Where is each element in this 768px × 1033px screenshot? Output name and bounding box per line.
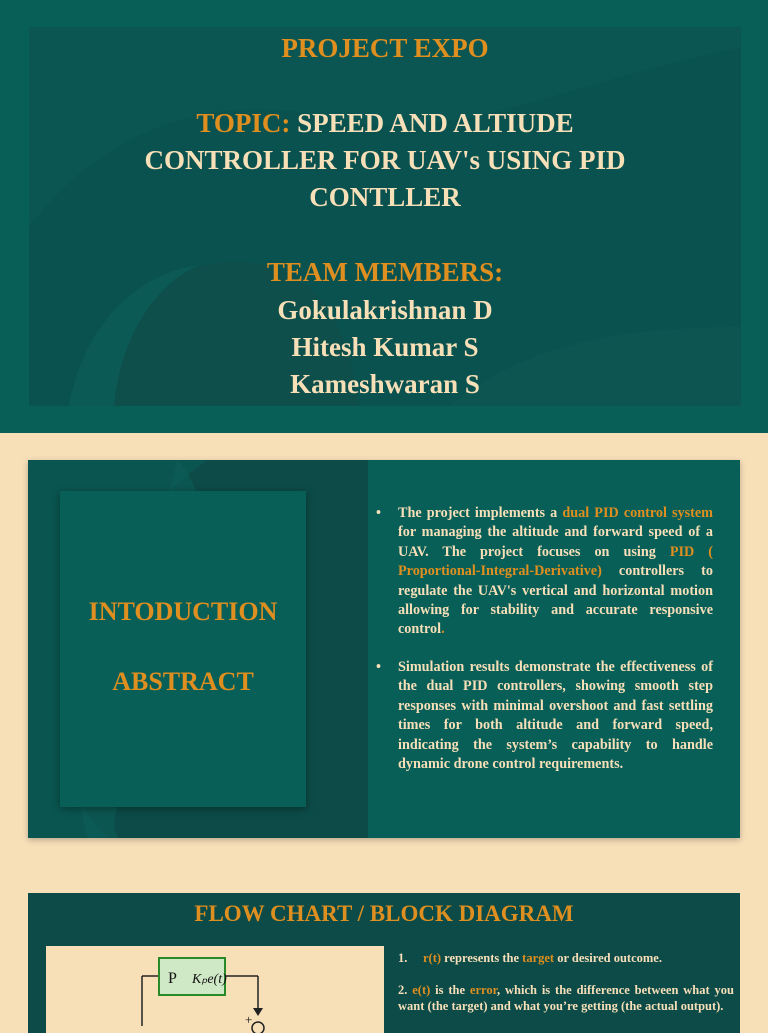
item1-highlight-b: target [522, 951, 555, 965]
abstract-heading: ABSTRACT [112, 667, 254, 696]
item2-number: 2. [398, 983, 408, 997]
member-2: Hitesh Kumar S [291, 332, 479, 362]
item1-text-b: or desired outcome. [554, 951, 662, 965]
flowchart-slide [28, 893, 740, 1033]
item1-number: 1. [398, 951, 408, 965]
item2-highlight-a: e(t) [412, 983, 431, 997]
topic-line-2: CONTROLLER FOR UAV's USING PID [144, 145, 626, 175]
item2-highlight-b: error [469, 983, 497, 997]
flowchart-title: FLOW CHART / BLOCK DIAGRAM [194, 901, 574, 926]
bullet1-highlight-b: PID ( Proportional-Integral-Derivative) [398, 543, 713, 580]
bullet1-text-b: for managing the altitude and forward speed of a UAV. The project focuses on using [398, 524, 713, 560]
topic-line-3: CONTLLER [309, 182, 461, 212]
bullet-item-1 [376, 504, 713, 640]
pid-diagram-graphic [46, 946, 384, 1033]
member-3: Kameshwaran S [290, 369, 480, 399]
item2-text-b: , which is the difference between what you want (the target) and what you’re getting (the actual output). [398, 983, 734, 1013]
p-block-expression: Kₚe(t) [192, 972, 227, 987]
bullet1-highlight-a: dual PID control system [562, 505, 713, 521]
p-block-label: P [168, 970, 177, 987]
flow-item-2 [398, 982, 734, 1014]
bullet1-text-a: The project implements a [398, 505, 563, 521]
flow-item-1 [398, 950, 734, 966]
item1-text-a: represents the [441, 951, 523, 965]
topic-label: TOPIC: [196, 108, 291, 138]
team-label: TEAM MEMBERS: [266, 257, 504, 287]
member-1: Gokulakrishnan D [277, 295, 493, 325]
sum-plus-sign: + [245, 1012, 253, 1027]
expo-title: PROJECT EXPO [281, 33, 489, 63]
bullet-icon: • [376, 505, 381, 521]
abstract-content [368, 460, 740, 838]
topic-text-1: SPEED AND ALTIUDE [297, 108, 574, 138]
bullet-icon: • [376, 659, 381, 675]
bullet1-period: . [441, 621, 445, 638]
block-diagram [46, 946, 384, 1033]
item1-highlight-a: r(t) [423, 951, 442, 965]
section-heading-box [60, 491, 306, 807]
topic-line-1 [29, 108, 741, 139]
item2-text-a: is the [430, 983, 470, 997]
title-slide-frame [0, 0, 768, 433]
bullet2-text: Simulation results demonstrate the effectiveness of the dual PID controllers, showing smooth step responses with minimal overshoot and fast settling times for both altitude and forward speed, indicating the system’s capability to handle dynamic drone control requirements. [398, 659, 713, 773]
bullet-item-2 [376, 658, 713, 774]
abstract-slide [28, 460, 740, 838]
bullet1-text-c: controllers to regulate the UAV's vertical and horizontal motion allowing for stability and accurate responsive control [398, 563, 713, 638]
title-slide [29, 27, 741, 406]
intro-heading: INTODUCTION [88, 597, 278, 626]
